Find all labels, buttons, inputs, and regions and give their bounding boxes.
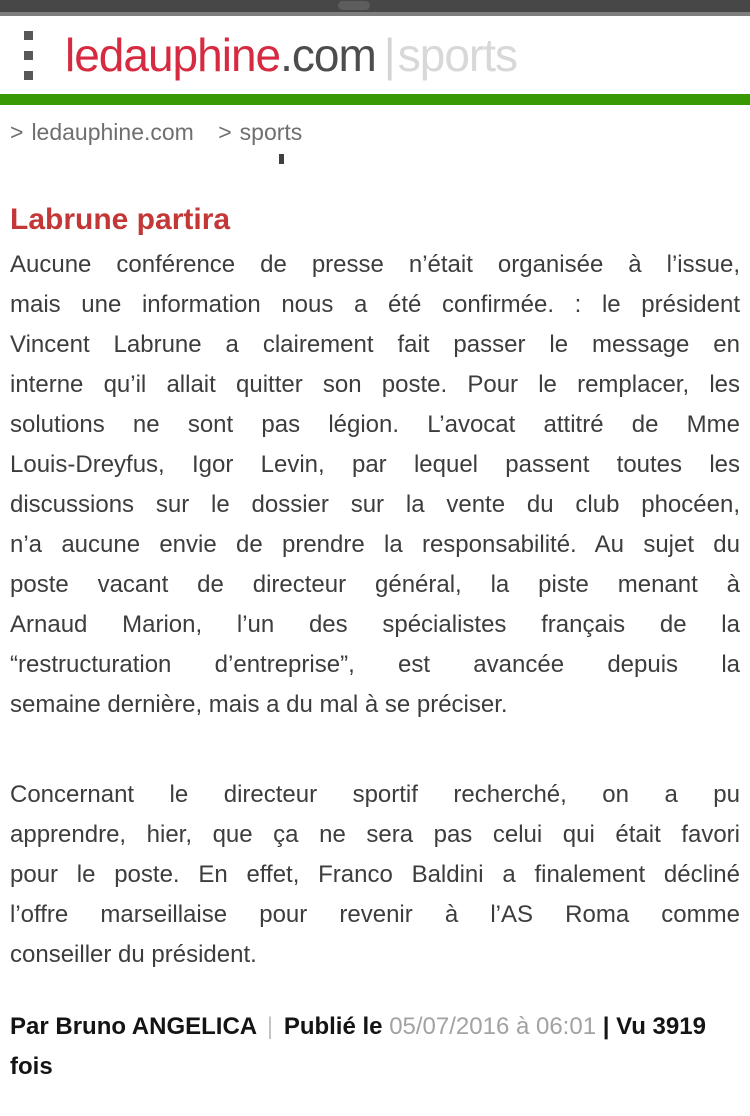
- article-line: apprendre, hier, que ça ne sera pas celui qui était favori: [10, 821, 740, 848]
- status-bar: [0, 0, 750, 12]
- article-line: Arnaud Marion, l’un des spécialistes français de la: [10, 611, 740, 638]
- breadcrumb-item-sports[interactable]: [218, 119, 302, 145]
- breadcrumb-item-home[interactable]: [10, 119, 194, 145]
- article-line: solutions ne sont pas légion. L’avocat attitré de Mme: [10, 411, 740, 438]
- logo-brand-text: ledauphine: [65, 29, 281, 81]
- logo-domain-text: .com: [280, 29, 376, 81]
- article-paragraph-1: [10, 245, 740, 725]
- menu-icon-dot: [24, 51, 33, 60]
- article-line: Vincent Labrune a clairement fait passer le message en: [10, 331, 740, 358]
- text-cursor-tick: [279, 154, 284, 164]
- menu-icon-dot: [24, 71, 33, 80]
- article-line: conseiller du président.: [10, 941, 257, 968]
- chevron-icon: >: [10, 119, 24, 145]
- site-header: [0, 16, 750, 94]
- article-line: pour le poste. En effet, Franco Baldini a finalement décliné: [10, 861, 740, 888]
- byline-views: | Vu 3919 fois: [10, 1013, 706, 1080]
- byline-published-label: Publié le: [283, 1013, 383, 1040]
- section-divider-bar: [0, 94, 750, 105]
- menu-icon-dot: [24, 31, 33, 40]
- article-line: Concernant le directeur sportif recherché, on a pu: [10, 781, 740, 808]
- article-byline: [10, 1007, 740, 1087]
- article-line: l’offre marseillaise pour revenir à l’AS Roma comme: [10, 901, 740, 928]
- article-line: interne qu’il allait quitter son poste. Pour le remplacer, les: [10, 371, 740, 398]
- article-line: poste vacant de directeur général, la piste menant à: [10, 571, 740, 598]
- logo-separator: |: [383, 29, 395, 81]
- article-line: n’a aucune envie de prendre la responsabilité. Au sujet du: [10, 531, 740, 558]
- article: [0, 203, 750, 1087]
- logo-section-text: sports: [397, 29, 518, 81]
- breadcrumb-label: sports: [239, 119, 303, 145]
- site-logo[interactable]: [65, 29, 518, 81]
- article-title: Labrune partira: [10, 203, 231, 236]
- breadcrumb: [0, 105, 750, 147]
- article-line: Louis-Dreyfus, Igor Levin, par lequel passent toutes les: [10, 451, 740, 478]
- byline-separator: |: [266, 1013, 274, 1040]
- article-line: semaine dernière, mais a du mal à se préciser.: [10, 691, 508, 718]
- article-line: discussions sur le dossier sur la vente du club phocéen,: [10, 491, 740, 518]
- article-line: “restructuration d’entreprise”, est avancée depuis la: [10, 651, 740, 678]
- menu-icon[interactable]: [24, 25, 33, 85]
- chevron-icon: >: [218, 119, 232, 145]
- article-line: Aucune conférence de presse n’était organisée à l’issue,: [10, 251, 740, 278]
- byline-author: Par Bruno ANGELICA: [10, 1013, 257, 1040]
- breadcrumb-label: ledauphine.com: [31, 119, 194, 145]
- article-line: mais une information nous a été confirmée. : le président: [10, 291, 740, 318]
- article-paragraph-2: [10, 775, 740, 975]
- byline-published-date: 05/07/2016 à 06:01: [389, 1013, 597, 1040]
- status-notch: [338, 1, 370, 10]
